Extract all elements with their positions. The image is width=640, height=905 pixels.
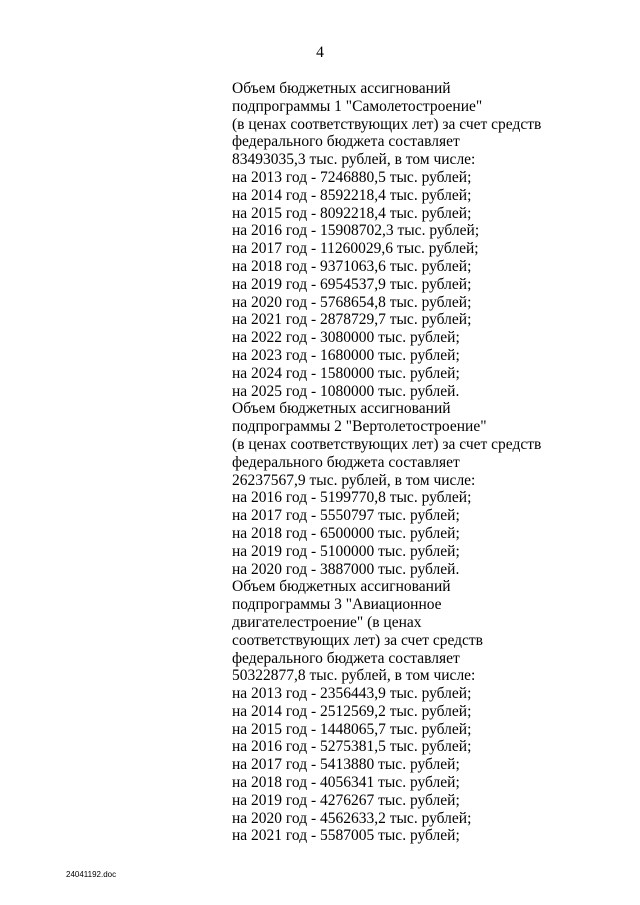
text-line: на 2021 год - 2878729,7 тыс. рублей; <box>232 311 472 329</box>
text-line: Объем бюджетных ассигнований <box>232 400 451 418</box>
text-line: на 2018 год - 9371063,6 тыс. рублей; <box>232 257 472 275</box>
text-line: подпрограммы 2 "Вертолетостроение" <box>232 418 487 436</box>
text-line: на 2020 год - 5768654,8 тыс. рублей; <box>232 293 472 311</box>
text-line: на 2020 год - 3887000 тыс. рублей. <box>232 560 460 578</box>
text-line: на 2022 год - 3080000 тыс. рублей; <box>232 329 460 347</box>
text-line: на 2025 год - 1080000 тыс. рублей. <box>232 382 460 400</box>
text-line: (в ценах соответствующих лет) за счет средств <box>232 435 542 453</box>
text-line: на 2014 год - 8592218,4 тыс. рублей; <box>232 186 472 204</box>
text-line: на 2013 год - 7246880,5 тыс. рублей; <box>232 168 472 186</box>
document-body <box>232 80 592 845</box>
text-line: подпрограммы 1 "Самолетостроение" <box>232 97 483 115</box>
text-line: на 2024 год - 1580000 тыс. рублей; <box>232 364 460 382</box>
text-line: на 2021 год - 5587005 тыс. рублей; <box>232 827 460 845</box>
text-line: на 2015 год - 8092218,4 тыс. рублей; <box>232 204 472 222</box>
text-line: на 2017 год - 11260029,6 тыс. рублей; <box>232 240 479 258</box>
text-line: на 2017 год - 5550797 тыс. рублей; <box>232 507 460 525</box>
text-line: федерального бюджета составляет <box>232 453 460 471</box>
text-line: на 2023 год - 1680000 тыс. рублей; <box>232 346 460 364</box>
text-line: двигателестроение" (в ценах <box>232 613 422 631</box>
text-line: на 2020 год - 4562633,2 тыс. рублей; <box>232 809 472 827</box>
text-line: федерального бюджета составляет <box>232 649 460 667</box>
text-line: соответствующих лет) за счет средств <box>232 631 484 649</box>
text-line: федерального бюджета составляет <box>232 133 460 151</box>
text-line: на 2018 год - 6500000 тыс. рублей; <box>232 524 460 542</box>
text-line: подпрограммы 3 "Авиационное <box>232 596 442 614</box>
text-line: Объем бюджетных ассигнований <box>232 578 451 596</box>
text-line: на 2018 год - 4056341 тыс. рублей; <box>232 774 460 792</box>
text-line: на 2016 год - 5199770,8 тыс. рублей; <box>232 489 472 507</box>
text-line: на 2019 год - 4276267 тыс. рублей; <box>232 791 460 809</box>
text-line: 83493035,3 тыс. рублей, в том числе: <box>232 151 476 169</box>
text-line: Объем бюджетных ассигнований <box>232 80 451 97</box>
text-line: (в ценах соответствующих лет) за счет средств <box>232 115 542 133</box>
page-number: 4 <box>316 44 324 61</box>
text-line: на 2019 год - 6954537,9 тыс. рублей; <box>232 275 472 293</box>
text-line: на 2013 год - 2356443,9 тыс. рублей; <box>232 685 472 703</box>
footer-filename: 24041192.doc <box>66 870 117 879</box>
text-line: на 2017 год - 5413880 тыс. рублей; <box>232 756 460 774</box>
text-line: на 2014 год - 2512569,2 тыс. рублей; <box>232 702 472 720</box>
text-line: 26237567,9 тыс. рублей, в том числе: <box>232 471 476 489</box>
text-line: на 2019 год - 5100000 тыс. рублей; <box>232 542 460 560</box>
text-line: на 2015 год - 1448065,7 тыс. рублей; <box>232 720 472 738</box>
text-line: на 2016 год - 5275381,5 тыс. рублей; <box>232 738 472 756</box>
text-line: 50322877,8 тыс. рублей, в том числе: <box>232 667 476 685</box>
text-line: на 2016 год - 15908702,3 тыс. рублей; <box>232 222 480 240</box>
